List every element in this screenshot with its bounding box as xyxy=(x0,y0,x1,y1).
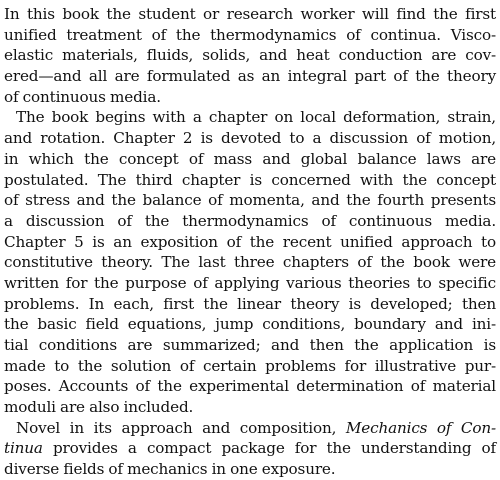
text-line: and rotation. Chapter 2 is devoted to a discussion of motion, xyxy=(4,129,496,148)
text-line: of stress and the balance of momenta, and the fourth presents xyxy=(4,191,496,210)
text-line: poses. Accounts of the experimental determination of material xyxy=(4,377,496,396)
text-line: unified treatment of the thermodynamics of continua. Visco- xyxy=(4,25,496,44)
text-line xyxy=(4,438,496,459)
text-line: In this book the student or research worker will find the first xyxy=(4,5,496,23)
text-line: Chapter 5 is an exposition of the recent unified approach to xyxy=(4,232,496,251)
text-line: tial conditions are summarized; and then the application is xyxy=(4,336,496,354)
text-line: the basic field equations, jump conditions, boundary and ini- xyxy=(4,315,496,334)
text-line: of continuous media. xyxy=(4,87,161,106)
text-line: constitutive theory. The last three chapters of the book were xyxy=(4,253,496,272)
book-title-italic: tinua xyxy=(4,439,43,458)
text-segment: Novel in its approach and composition, xyxy=(16,418,346,437)
text-line: elastic materials, fluids, solids, and heat conduction are cov- xyxy=(4,46,496,65)
text-line: The book begins with a chapter on local deformation, strain, xyxy=(16,108,496,127)
text-line: postulated. The third chapter is concerned with the concept xyxy=(4,170,496,189)
document-page xyxy=(4,4,496,480)
text-line: made to the solution of certain problems for illustrative pur- xyxy=(4,356,496,375)
paragraph-2 xyxy=(4,107,496,417)
text-line: a discussion of the thermodynamics of continuous media. xyxy=(4,211,496,230)
text-line: in which the concept of mass and global balance laws are xyxy=(4,149,496,168)
book-title-italic: Mechanics of Con- xyxy=(345,418,497,437)
paragraph-3 xyxy=(4,418,496,480)
text-line: moduli are also included. xyxy=(4,398,194,417)
text-line: ered—and all are formulated as an integral part of the theory xyxy=(4,67,496,86)
text-line: problems. In each, first the linear theory is developed; then xyxy=(4,294,496,313)
text-segment: provides a compact package for the understanding of xyxy=(42,439,496,458)
paragraph-1 xyxy=(4,4,496,107)
text-line: written for the purpose of applying various theories to specific xyxy=(4,273,496,292)
text-line xyxy=(4,418,496,439)
text-line: diverse fields of mechanics in one exposure. xyxy=(4,460,336,479)
